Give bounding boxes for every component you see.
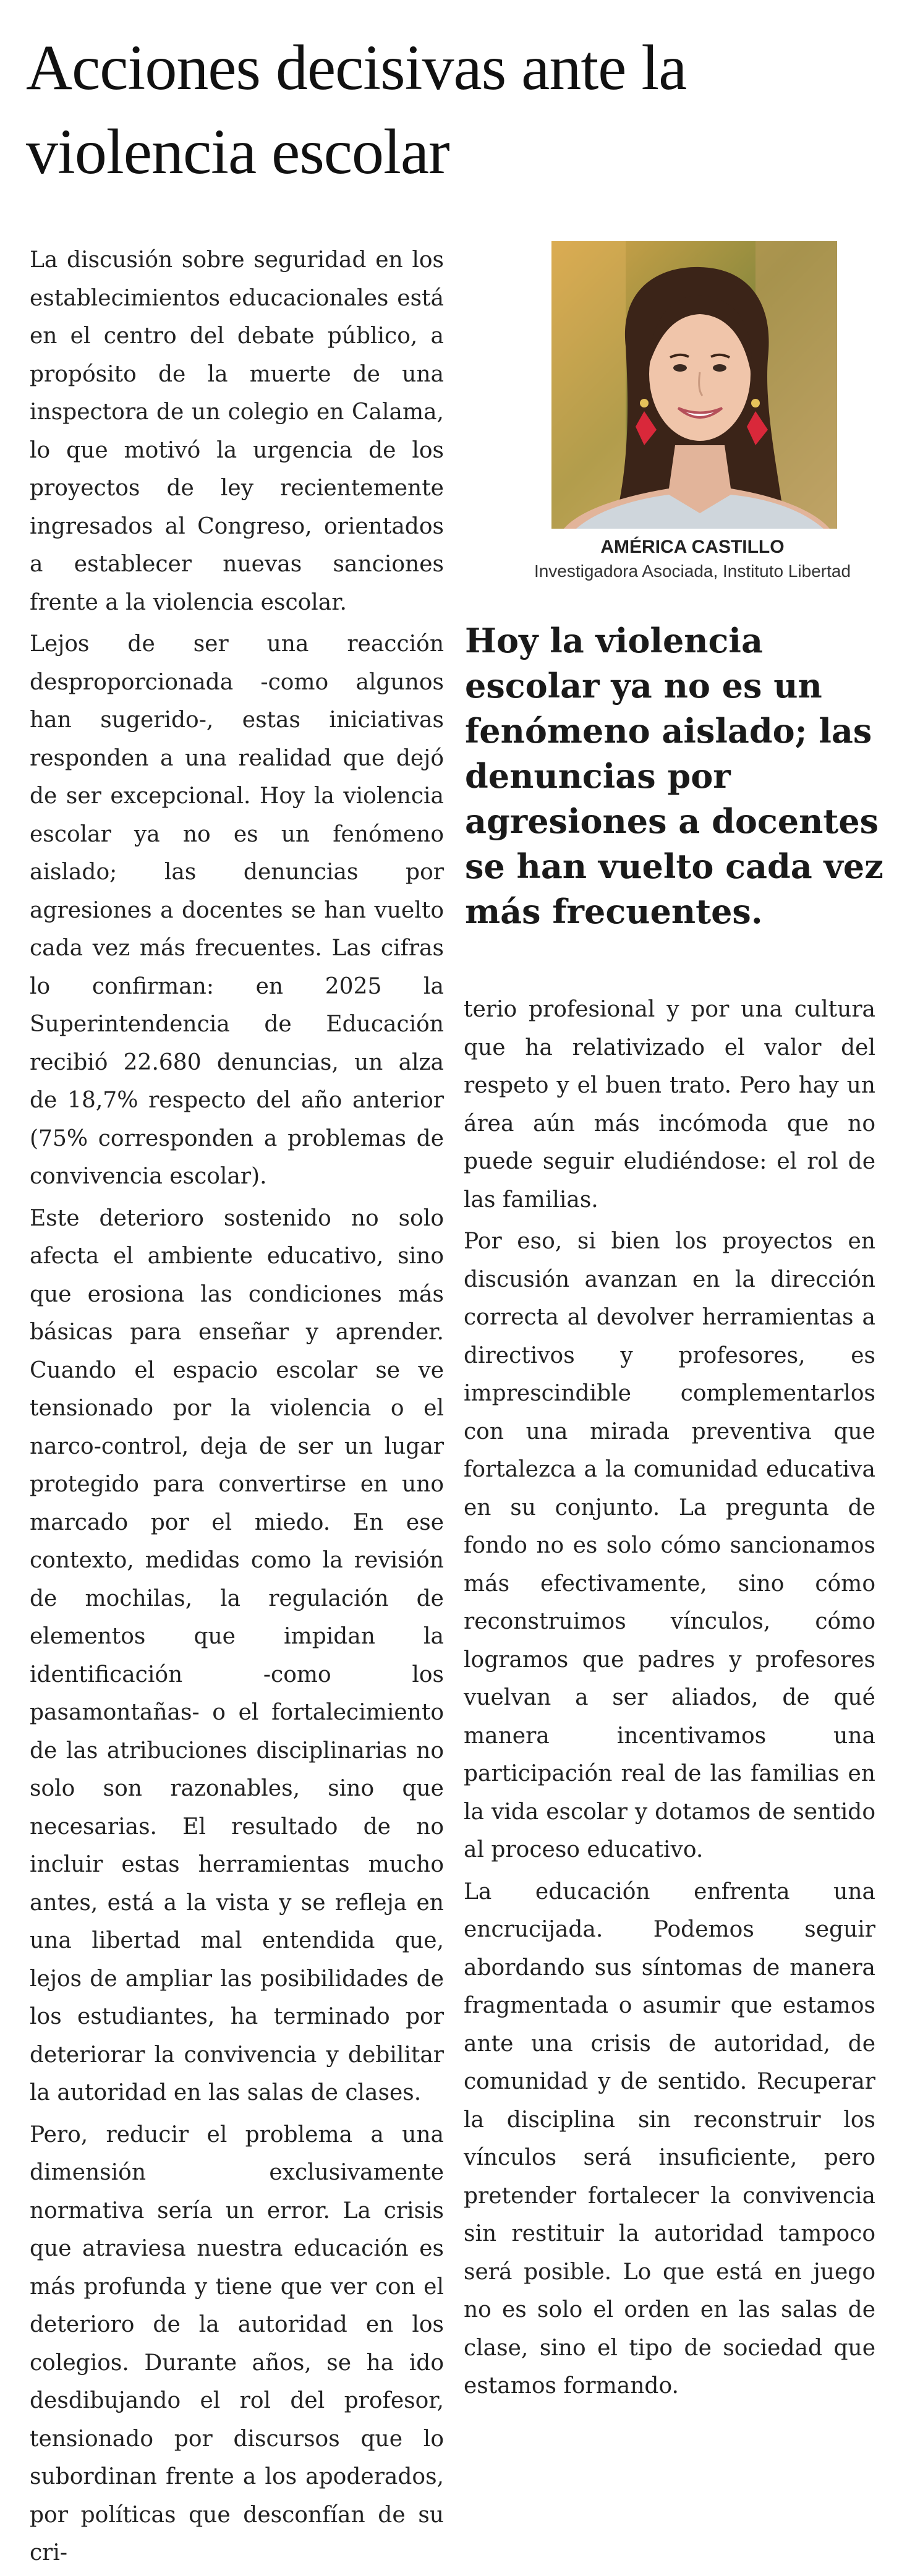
pull-quote: Hoy la violencia escolar ya no es un fenómeno aislado; las denuncias por agresiones a docentes se han vuelto cada vez más frecuentes. <box>465 621 883 931</box>
author-portrait-illustration <box>551 241 837 529</box>
paragraph: Por eso, si bien los proyectos en discusión avanzan en la dirección correcta al devolver herramientas a directivos y profesores, es imprescindible complementarlos con una mirada preventiva que fortalezca a la comunidad educativa en su conjunto. La pregunta de fondo no es solo cómo sancionamos más efectivamente, sino cómo reconstruimos vínculos, cómo logramos que padres y profesores vuelvan a ser aliados, de qué manera incentivamos una participación real de las familias en la vida escolar y dotamos de sentido al proceso educativo. <box>464 1229 875 1862</box>
author-photo <box>551 241 837 529</box>
paragraph: Este deterioro sostenido no solo afecta el ambiente educativo, sino que erosiona las condiciones más básicas para enseñar y aprender. Cuando el espacio escolar se ve tensionado por la violencia o el narco-control, deja de ser un lugar protegido para convertirse en uno marcado por el miedo. En ese contexto, medidas como la revisión de mochilas, la regulación de elementos que impidan la identificación -como los pasamontañas- o el fortalecimiento de las atribuciones disciplinarias no solo son razonables, sino que necesarias. El resultado de no incluir estas herramientas mucho antes, está a la vista y se refleja en una libertad mal entendida que, lejos de ampliar las posibilidades de los estudiantes, ha terminado por deteriorar la convivencia y debilitar la autoridad en las salas de clases. <box>30 1205 444 2105</box>
article-body-right-column <box>464 991 875 2409</box>
paragraph: La educación enfrenta una encrucijada. Podemos seguir abordando sus síntomas de manera fragmentada o asumir que estamos ante una crisis de autoridad, de comunidad y de sentido. Recuperar la disciplina sin reconstruir los vínculos será insuficiente, pero pretender fortalecer la convivencia sin restituir la autoridad tampoco será posible. Lo que está en juego no es solo el orden en las salas de clase, sino el tipo de sociedad que estamos formando. <box>464 1879 875 2399</box>
paragraph: La discusión sobre seguridad en los establecimientos educacionales está en el centro del debate público, a propósito de la muerte de una inspectora de un colegio en Calama, lo que motivó la urgencia de los proyectos de ley recientemente ingresados al Congreso, orientados a establecer nuevas sanciones frente a la violencia escolar. <box>30 247 444 615</box>
author-name: AMÉRICA CASTILLO <box>600 537 785 557</box>
article-title: Acciones decisivas ante la violencia escolar <box>26 32 687 187</box>
paragraph: Lejos de ser una reacción desproporcionada -como algunos han sugerido-, estas iniciativas responden a una realidad que dejó de ser excepcional. Hoy la violencia escolar ya no es un fenómeno aislado; las denuncias por agresiones a docentes se han vuelto cada vez más frecuentes. Las cifras lo confirman: en 2025 la Superintendencia de Educación recibió 22.680 denuncias, un alza de 18,7% respecto del año anterior (75% corresponden a problemas de convivencia escolar). <box>30 631 444 1189</box>
paragraph: terio profesional y por una cultura que ha relativizado el valor del respeto y el buen trato. Pero hay un área aún más incómoda que no puede seguir eludiéndose: el rol de las familias. <box>464 997 875 1213</box>
author-role: Investigadora Asociada, Instituto Libertad <box>534 561 851 581</box>
article-body-left-column <box>30 241 444 2576</box>
paragraph: Pero, reducir el problema a una dimensión exclusivamente normativa sería un error. La crisis que atraviesa nuestra educación es más profunda y tiene que ver con el deterioro de la autoridad en los colegios. Durante años, se ha ido desdibujando el rol del profesor, tensionado por discursos que lo subordinan frente a los apoderados, por políticas que desconfían de su cri- <box>30 2122 444 2565</box>
